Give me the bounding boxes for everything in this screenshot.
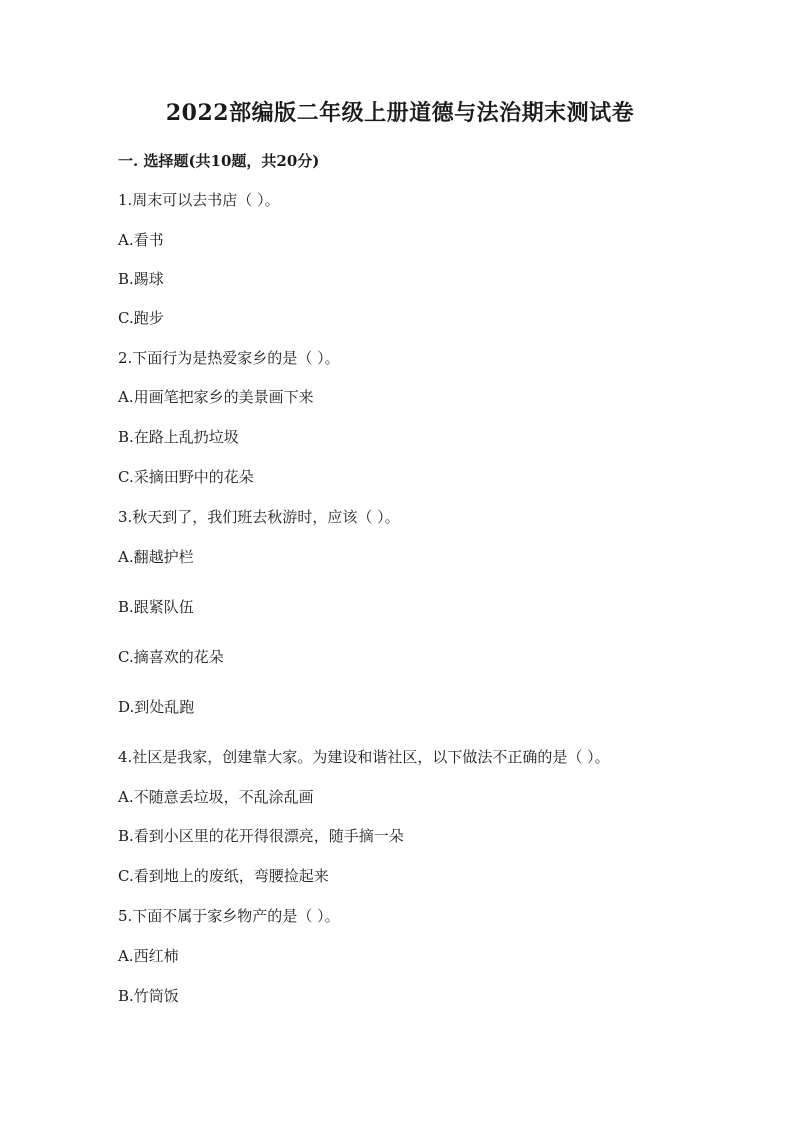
question-4: 4.社区是我家，创建靠大家。为建设和谐社区，以下做法不正确的是（ ）。 [118,748,610,766]
document-title: 2022部编版二年级上册道德与法治期末测试卷 [165,100,635,126]
question-3-option-a: A.翻越护栏 [118,548,194,566]
question-2-option-c: C.采摘田野中的花朵 [118,468,254,486]
question-3: 3.秋天到了，我们班去秋游时，应该（ ）。 [118,508,400,526]
question-4-option-a: A.不随意丢垃圾，不乱涂乱画 [118,788,314,806]
question-4-option-c: C.看到地上的废纸，弯腰捡起来 [118,867,329,885]
question-1-option-a: A.看书 [118,231,164,249]
question-3-option-c: C.摘喜欢的花朵 [118,648,224,666]
question-5-option-a: A.西红柿 [118,947,179,965]
section-heading: 一. 选择题(共10题，共20分) [118,152,320,170]
question-4-option-b: B.看到小区里的花开得很漂亮，随手摘一朵 [118,827,404,845]
question-3-option-d: D.到处乱跑 [118,698,195,716]
question-5-option-b: B.竹筒饭 [118,987,179,1005]
question-3-option-b: B.跟紧队伍 [118,598,194,616]
question-1-option-b: B.踢球 [118,270,164,288]
question-5: 5.下面不属于家乡物产的是（ ）。 [118,907,340,925]
question-2: 2.下面行为是热爱家乡的是（ ）。 [118,349,340,367]
question-2-option-b: B.在路上乱扔垃圾 [118,428,239,446]
question-1-option-c: C.跑步 [118,309,164,327]
question-1: 1.周末可以去书店（ ）。 [118,191,280,209]
question-2-option-a: A.用画笔把家乡的美景画下来 [118,388,314,406]
